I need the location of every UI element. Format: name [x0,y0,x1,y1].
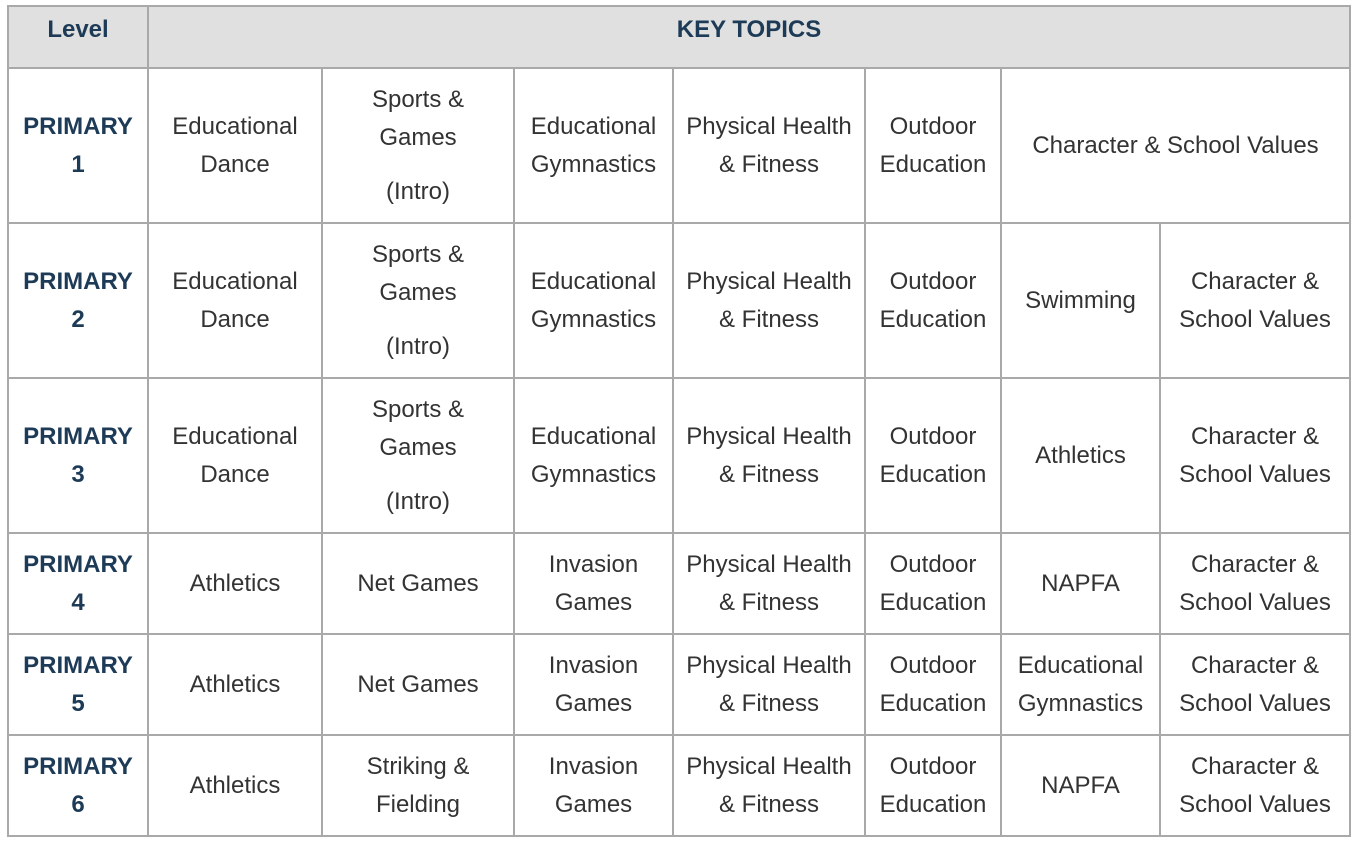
topic-cell [865,68,1001,223]
header-level: Level [8,6,148,68]
topic-line: Striking & [366,752,470,780]
topic-line: Dance [200,305,270,333]
topic-line: Physical Health [686,422,852,450]
topic-line: Athletics [1035,441,1126,469]
topic-cell [1160,223,1350,378]
level-number: 4 [71,588,85,616]
topic-line: Invasion [548,752,639,780]
topic-line: Physical Health [686,651,852,679]
topic-line: Educational [530,112,657,140]
level-cell [8,735,148,836]
topic-cell [148,68,322,223]
topic-cell [322,223,514,378]
topic-cell [1160,634,1350,735]
topic-cell [865,735,1001,836]
topic-line: Gymnastics [530,150,657,178]
topic-cell [1001,378,1160,533]
topic-line: NAPFA [1041,569,1120,597]
topic-line: & Fitness [718,588,820,616]
topic-cell [673,634,865,735]
level-number: 5 [71,689,85,717]
level-number: 1 [71,150,85,178]
level-label: PRIMARY [23,267,133,295]
level-cell [8,634,148,735]
topic-line: Education [879,689,987,717]
topic-line: Character & [1190,651,1320,679]
level-cell [8,378,148,533]
topic-line: Athletics [189,670,281,698]
topic-line: Outdoor [889,112,977,140]
table-row [8,634,1350,735]
topic-line: Gymnastics [530,460,657,488]
topic-line: Educational [172,112,298,140]
level-cell [8,533,148,634]
topic-line: Games [379,433,457,461]
table-row [8,533,1350,634]
topic-cell [865,223,1001,378]
topic-cell [514,68,673,223]
topic-line: Outdoor [889,267,977,295]
topic-line: Athletics [189,569,281,597]
topic-line: Games [379,278,457,306]
level-label: PRIMARY [23,112,133,140]
topic-line: Education [879,588,987,616]
topic-line: & Fitness [718,150,820,178]
topic-line: Educational [172,267,298,295]
topic-line: Educational [530,422,657,450]
topic-cell [1001,68,1350,223]
topic-cell [673,223,865,378]
topic-line: (Intro) [385,177,450,205]
topic-cell [514,378,673,533]
level-label: PRIMARY [23,550,133,578]
topic-line: Outdoor [889,550,977,578]
topic-cell [673,68,865,223]
topic-cell [673,533,865,634]
level-cell [8,223,148,378]
topic-line: Character & [1190,267,1320,295]
topic-cell [322,533,514,634]
topic-line: Character & [1190,422,1320,450]
topic-line: (Intro) [385,332,450,360]
level-label: PRIMARY [23,422,133,450]
topic-line: Games [554,689,633,717]
topic-cell [1160,378,1350,533]
topic-line: & Fitness [718,689,820,717]
table-row [8,735,1350,836]
topic-cell [1160,735,1350,836]
topic-line: Educational [172,422,298,450]
topic-line: School Values [1179,588,1331,616]
topic-cell [322,735,514,836]
topic-line: Outdoor [889,422,977,450]
topic-cell [673,378,865,533]
topic-line: NAPFA [1041,771,1120,799]
topic-cell [865,533,1001,634]
topic-line: Educational [1017,651,1144,679]
topic-cell [1001,634,1160,735]
topic-line: Net Games [357,569,479,597]
topic-line: Character & School Values [1032,131,1319,159]
topic-line: Education [879,790,987,818]
topic-line: Sports & [371,395,465,423]
topic-cell [865,378,1001,533]
topic-line: Dance [200,150,270,178]
level-number: 6 [71,790,85,818]
topic-line: Physical Health [686,112,852,140]
header-row [8,6,1350,68]
topic-cell [322,634,514,735]
topic-line: & Fitness [718,305,820,333]
topic-cell [1001,533,1160,634]
level-number: 2 [71,305,85,333]
topic-line: School Values [1179,689,1331,717]
topic-line: Dance [200,460,270,488]
topic-line: Net Games [357,670,479,698]
topic-line: Education [879,460,987,488]
topic-line: Sports & [371,240,465,268]
topic-line: Education [879,305,987,333]
topic-line: & Fitness [718,460,820,488]
topic-line: Games [379,123,457,151]
topic-cell [322,378,514,533]
topic-cell [514,223,673,378]
topic-cell [148,223,322,378]
topic-line: Physical Health [686,752,852,780]
topic-line: (Intro) [385,487,450,515]
topic-cell [514,634,673,735]
topic-line: School Values [1179,305,1331,333]
topic-line: Outdoor [889,752,977,780]
topic-line: Games [554,588,633,616]
topic-line: Character & [1190,550,1320,578]
topic-cell [1160,533,1350,634]
topic-line: Swimming [1025,286,1136,314]
topic-cell [673,735,865,836]
table-row [8,378,1350,533]
level-label: PRIMARY [23,651,133,679]
topic-line: Sports & [371,85,465,113]
topic-line: Gymnastics [530,305,657,333]
topic-line: Games [554,790,633,818]
level-label: PRIMARY [23,752,133,780]
topic-cell [865,634,1001,735]
topic-line: Character & [1190,752,1320,780]
topic-line: Fielding [375,790,461,818]
topic-line: Education [879,150,987,178]
topic-line: & Fitness [718,790,820,818]
topic-line: Educational [530,267,657,295]
level-number: 3 [71,460,85,488]
topic-line: Outdoor [889,651,977,679]
topic-line: School Values [1179,460,1331,488]
topic-line: Physical Health [686,267,852,295]
topic-cell [148,378,322,533]
topic-cell [148,634,322,735]
table-row [8,68,1350,223]
key-topics-table [7,5,1351,837]
topic-cell [148,533,322,634]
topic-line: Invasion [548,550,639,578]
topic-cell [322,68,514,223]
topic-line: Athletics [189,771,281,799]
topic-cell [514,533,673,634]
topic-line: Gymnastics [1017,689,1144,717]
topic-cell [1001,223,1160,378]
topic-line: Invasion [548,651,639,679]
topic-line: School Values [1179,790,1331,818]
topic-cell [1001,735,1160,836]
header-key-topics: KEY TOPICS [148,6,1350,68]
topic-cell [514,735,673,836]
topic-cell [148,735,322,836]
table-row [8,223,1350,378]
topic-line: Physical Health [686,550,852,578]
level-cell [8,68,148,223]
